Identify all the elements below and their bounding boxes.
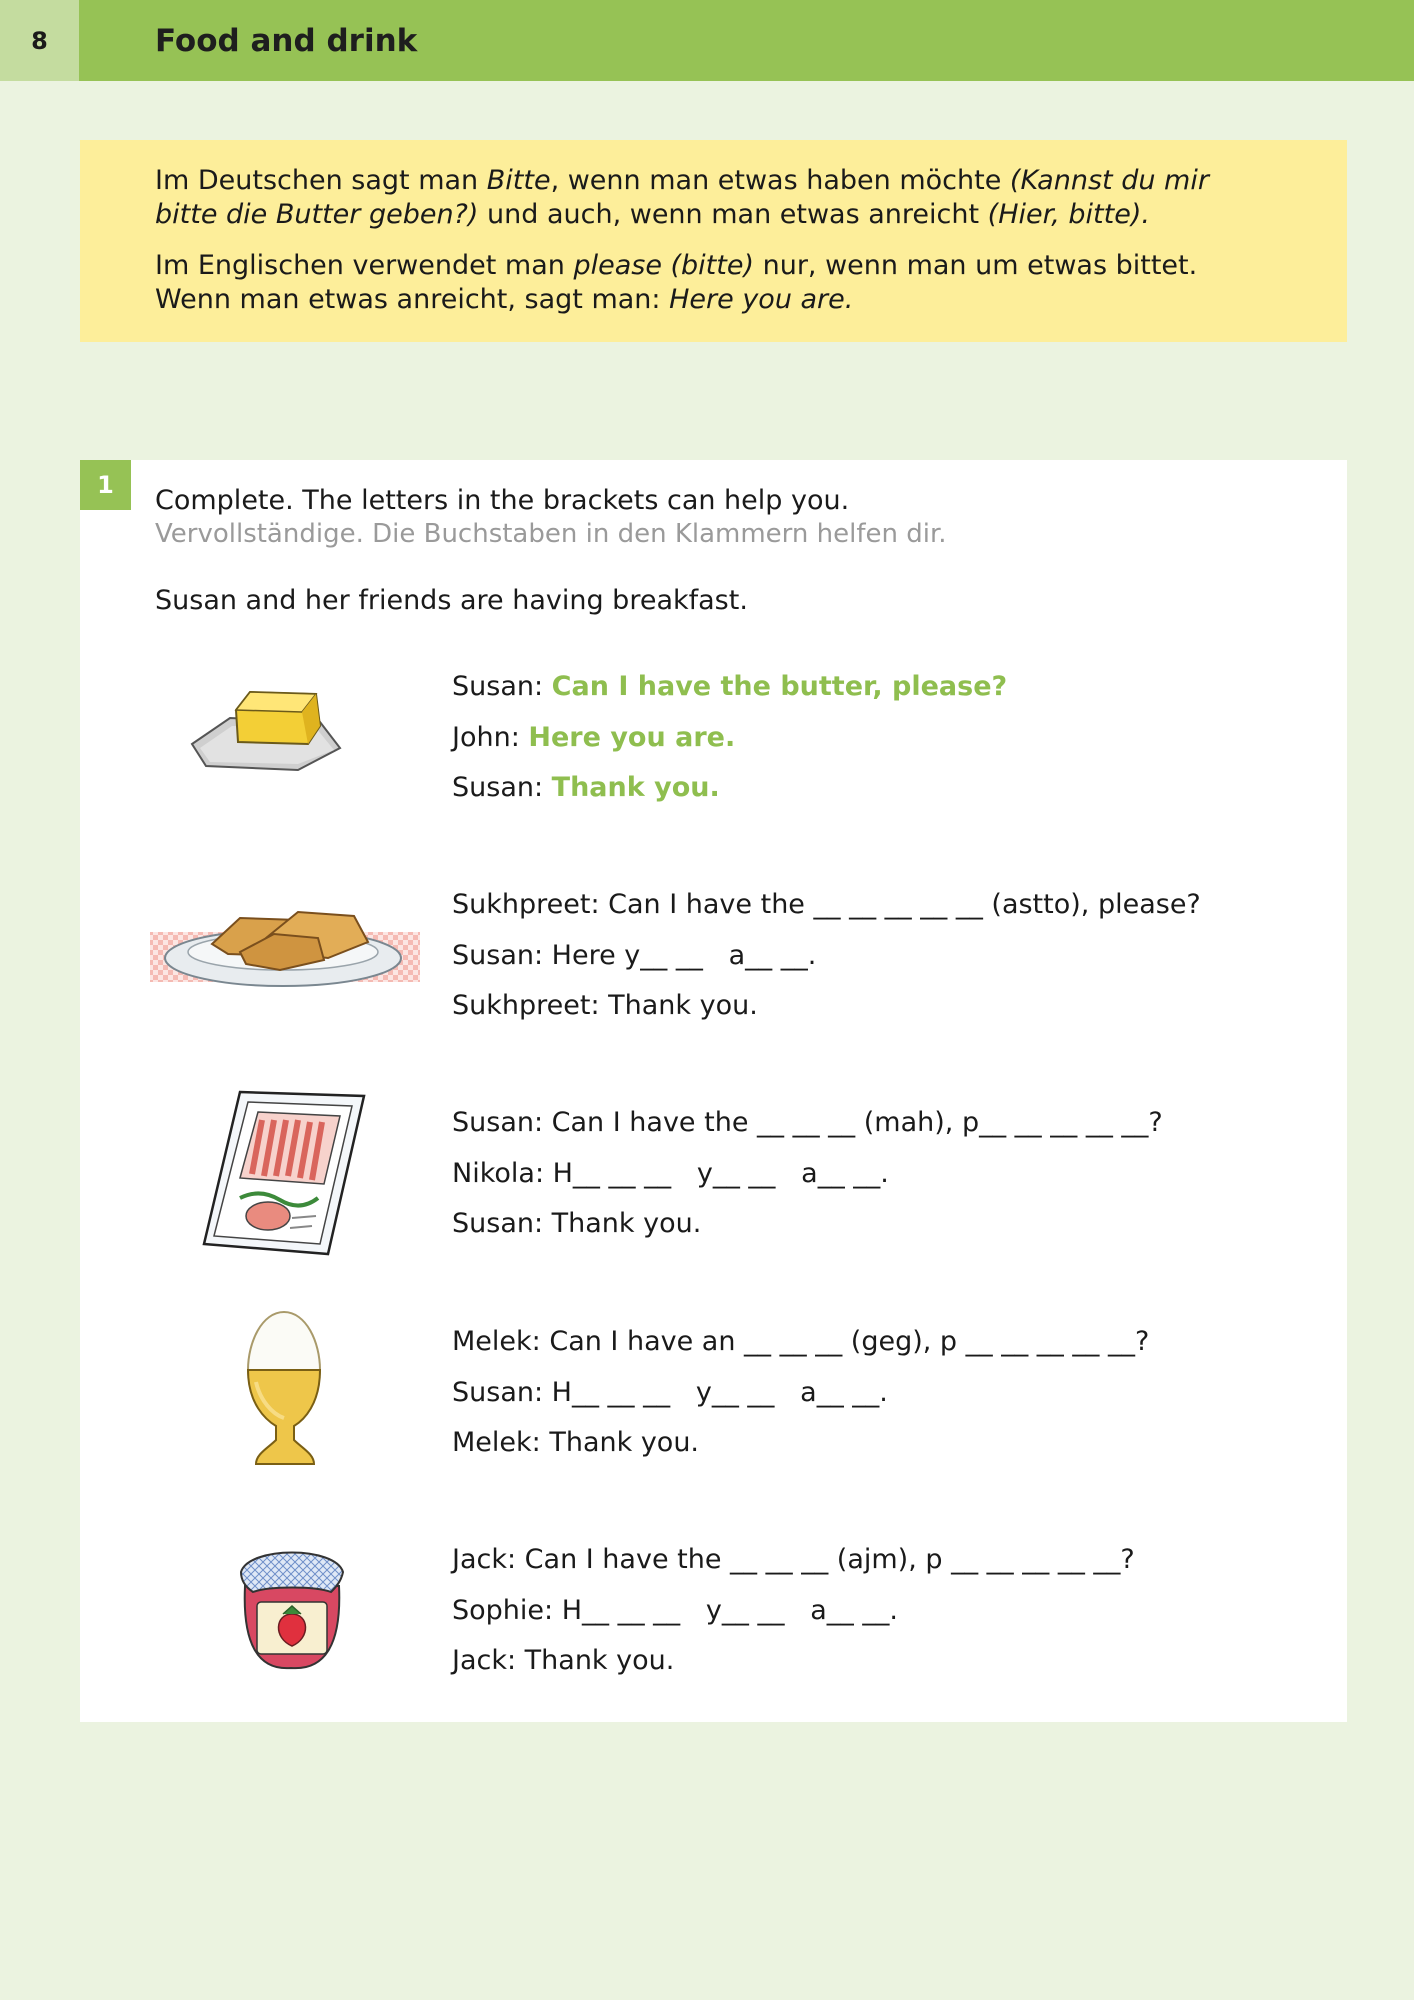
page-header xyxy=(0,0,1414,81)
line-text: Can I have the __ __ __ (ajm), p __ __ __ __ __? xyxy=(524,1544,1135,1575)
toast-picture xyxy=(148,890,423,990)
scenario-text: Susan and her friends are having breakfast. xyxy=(155,585,748,616)
speaker-name: Jack: xyxy=(452,1645,525,1676)
speaker-name: Sophie: xyxy=(452,1594,562,1626)
dialogue-line xyxy=(452,1426,1149,1477)
ham-picture xyxy=(200,1088,370,1258)
egg-picture xyxy=(242,1308,327,1468)
example-answer: Thank you. xyxy=(551,772,720,803)
dialogue-line xyxy=(452,1376,1149,1427)
line-text: Can I have an __ __ __ (geg), p __ __ __ __ __? xyxy=(549,1326,1150,1357)
info-text-run: (Kannst du mir bitte die Butter geben?) xyxy=(155,165,1209,230)
speaker-name: Melek: xyxy=(452,1427,550,1458)
speaker-name: Susan: xyxy=(452,772,552,803)
info-text-run: Here you are. xyxy=(669,284,854,315)
speaker-name: Sukhpreet: xyxy=(452,990,609,1021)
dialogue-line xyxy=(452,1594,1135,1645)
dialogue-line xyxy=(452,1157,1163,1208)
speaker-name: Susan: xyxy=(452,1376,552,1408)
info-text-run: und auch, wenn man etwas anreicht xyxy=(478,199,988,230)
line-text: Thank you. xyxy=(551,1208,702,1239)
dialogue-line xyxy=(452,939,1201,990)
speaker-name: Susan: xyxy=(452,671,552,702)
dialogue-line xyxy=(452,1325,1149,1376)
dialogue-line xyxy=(452,670,1007,721)
line-text: H__ __ __ y__ __ a__ __. xyxy=(552,1157,889,1189)
info-text-run: Im Deutschen sagt man xyxy=(155,165,487,196)
example-answer: Here you are. xyxy=(528,721,736,753)
butter-picture xyxy=(188,678,348,788)
dialogue-line xyxy=(452,1207,1163,1258)
speaker-name: Jack: xyxy=(452,1544,525,1575)
info-text-run: Bitte xyxy=(486,165,551,196)
dialogue-line xyxy=(452,1644,1135,1695)
line-text: Can I have the __ __ __ __ __ (astto), please? xyxy=(608,889,1201,920)
info-paragraph-1 xyxy=(155,164,1277,232)
dialogue-line xyxy=(452,989,1201,1040)
line-text: H__ __ __ y__ __ a__ __. xyxy=(551,1376,888,1408)
info-text-run: Im Englischen verwendet man xyxy=(155,250,574,281)
speaker-name: Susan: xyxy=(452,1208,552,1239)
exercise-number: 1 xyxy=(80,460,131,510)
line-text: H__ __ __ y__ __ a__ __. xyxy=(561,1594,898,1626)
info-text-run: nur, wenn man um etwas bittet. Wenn man etwas anreicht, sagt man: xyxy=(155,250,1198,315)
speaker-name: Melek: xyxy=(452,1326,550,1357)
speaker-name: Sukhpreet: xyxy=(452,889,609,920)
speaker-name: Susan: xyxy=(452,939,552,971)
speaker-name: John: xyxy=(452,721,529,753)
info-box xyxy=(80,140,1347,342)
dialogue-line xyxy=(452,888,1201,939)
dialogue-1 xyxy=(452,670,1007,822)
dialogue-3 xyxy=(452,1106,1163,1258)
dialogue-4 xyxy=(452,1325,1149,1477)
instruction-german: Vervollständige. Die Buchstaben in den Klammern helfen dir. xyxy=(155,519,947,549)
page-number: 8 xyxy=(0,0,79,81)
dialogue-5 xyxy=(452,1543,1135,1695)
page-title: Food and drink xyxy=(155,22,418,59)
speaker-name: Nikola: xyxy=(452,1157,553,1189)
example-answer: Can I have the butter, please? xyxy=(551,671,1008,702)
speaker-name: Susan: xyxy=(452,1107,552,1138)
instruction-english: Complete. The letters in the brackets can help you. xyxy=(155,485,850,516)
info-paragraph-2 xyxy=(155,249,1277,317)
jam-picture xyxy=(235,1542,350,1672)
line-text: Thank you. xyxy=(524,1645,675,1676)
info-text-run: please (bitte) xyxy=(573,250,755,281)
line-text: Thank you. xyxy=(608,990,758,1021)
line-text: Thank you. xyxy=(549,1427,700,1458)
dialogue-line xyxy=(452,1543,1135,1594)
line-text: Can I have the __ __ __ (mah), p__ __ __ __ __? xyxy=(551,1107,1163,1138)
info-text-run: , wenn man etwas haben möchte xyxy=(550,165,1010,196)
exercise-1 xyxy=(80,460,1347,1722)
dialogue-line xyxy=(452,721,1007,772)
dialogue-2 xyxy=(452,888,1201,1040)
line-text: Here y__ __ a__ __. xyxy=(551,939,817,971)
dialogue-line xyxy=(452,771,1007,822)
dialogue-line xyxy=(452,1106,1163,1157)
info-text-run: (Hier, bitte). xyxy=(987,199,1150,230)
